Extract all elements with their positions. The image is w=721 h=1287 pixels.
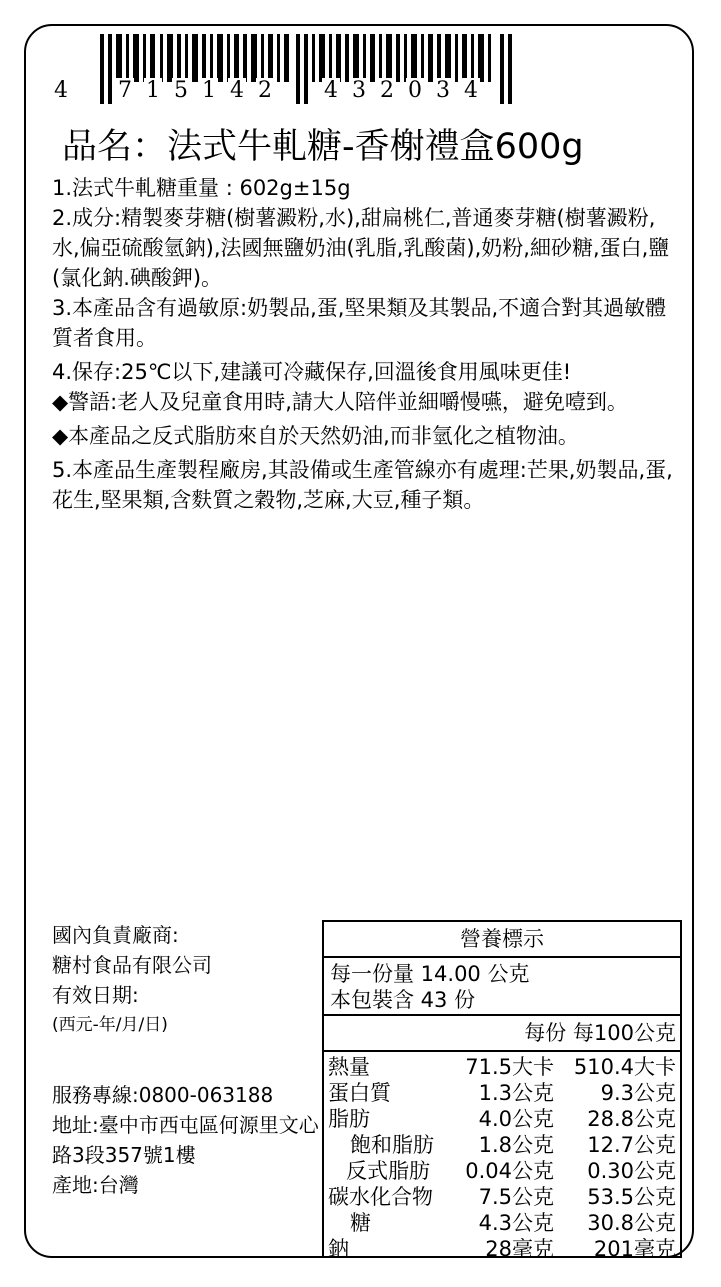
serving-info bbox=[324, 958, 680, 1016]
nutrient-per-100g: 0.30公克 bbox=[587, 1159, 676, 1183]
nutrient-per-serving: 71.5大卡 bbox=[465, 1055, 554, 1079]
barcode-digit: 7 bbox=[118, 78, 132, 103]
warning-trans-fat: ◆本產品之反式脂肪來自於天然奶油,而非氫化之植物油。 bbox=[52, 424, 579, 448]
nutrition-row bbox=[324, 1106, 680, 1132]
nutrition-row bbox=[324, 1132, 680, 1158]
nutrient-per-100g: 28.8公克 bbox=[587, 1107, 676, 1131]
nutrition-row bbox=[324, 1054, 680, 1080]
manufacturer-label: 國內負責廠商: bbox=[52, 923, 179, 947]
service-hotline: 服務專線:0800-063188 bbox=[52, 1083, 274, 1107]
origin: 產地:台灣 bbox=[52, 1173, 139, 1197]
nutrient-per-serving: 1.8公克 bbox=[478, 1133, 554, 1157]
servings-per-pack: 本包裝含 43 份 bbox=[330, 988, 476, 1012]
nutrient-name: 飽和脂肪 bbox=[350, 1133, 434, 1157]
nutrition-row bbox=[324, 1236, 680, 1262]
expiry-label: 有效日期: bbox=[52, 983, 139, 1007]
manufacturer-info bbox=[52, 920, 322, 1200]
nutrient-name: 熱量 bbox=[328, 1055, 370, 1079]
barcode-digit: 3 bbox=[436, 78, 450, 103]
address: 地址:臺中市西屯區何源里文心路3段357號1樓 bbox=[52, 1113, 319, 1167]
barcode-digit: 5 bbox=[174, 78, 188, 103]
barcode-digit: 4 bbox=[464, 78, 478, 103]
nutrient-per-100g: 30.8公克 bbox=[587, 1211, 676, 1235]
nutrient-name: 碳水化合物 bbox=[328, 1185, 433, 1209]
nutrition-row bbox=[324, 1080, 680, 1106]
barcode-digit: 0 bbox=[408, 78, 422, 103]
manufacturer-name: 糖村食品有限公司 bbox=[52, 953, 212, 977]
nutrient-per-serving: 7.5公克 bbox=[478, 1185, 554, 1209]
nutrition-row bbox=[324, 1210, 680, 1236]
nutrition-table bbox=[322, 920, 682, 1261]
nutrient-per-100g: 510.4大卡 bbox=[573, 1055, 676, 1079]
nutrient-per-serving: 0.04公克 bbox=[465, 1159, 554, 1183]
nutrient-name: 反式脂肪 bbox=[346, 1159, 430, 1183]
barcode-digit: 3 bbox=[352, 78, 366, 103]
barcode-digits bbox=[52, 78, 522, 108]
nutrient-per-100g: 53.5公克 bbox=[587, 1185, 676, 1209]
nutrient-name: 蛋白質 bbox=[328, 1081, 391, 1105]
nutrition-title: 營養標示 bbox=[324, 922, 680, 958]
barcode-digit: 1 bbox=[146, 78, 160, 103]
nutrient-per-serving: 4.0公克 bbox=[478, 1107, 554, 1131]
expiry-format: (西元-年/月/日) bbox=[52, 1015, 168, 1035]
nutrition-header: 每份 每100公克 bbox=[324, 1016, 680, 1052]
storage-line: 4.保存:25℃以下,建議可冷藏保存,回溫後食用風味更佳! bbox=[52, 360, 572, 384]
nutrition-row bbox=[324, 1158, 680, 1184]
nutrient-per-serving: 4.3公克 bbox=[478, 1211, 554, 1235]
nutrient-name: 鈉 bbox=[328, 1237, 349, 1261]
nutrient-per-100g: 12.7公克 bbox=[587, 1133, 676, 1157]
nutrient-name: 脂肪 bbox=[328, 1107, 370, 1131]
product-info bbox=[52, 173, 682, 515]
nutrient-per-100g: 9.3公克 bbox=[600, 1081, 676, 1105]
nutrient-per-serving: 28毫克 bbox=[485, 1237, 554, 1261]
product-title: 品名：法式牛軋糖-香榭禮盒600g bbox=[62, 127, 584, 167]
allergen-line: 3.本產品含有過敏原:奶製品,蛋,堅果類及其製品,不適合對其過敏體質者食用。 bbox=[52, 296, 667, 350]
barcode-digit: 2 bbox=[380, 78, 394, 103]
barcode-digit: 2 bbox=[258, 78, 272, 103]
nutrient-name: 糖 bbox=[350, 1211, 371, 1235]
nutrition-row bbox=[324, 1184, 680, 1210]
facility-line: 5.本產品生產製程廠房,其設備或生產管線亦有處理:芒果,奶製品,蛋,花生,堅果類,含麩質之穀物,芝麻,大豆,種子類。 bbox=[52, 458, 673, 512]
barcode-digit: 4 bbox=[324, 78, 338, 103]
nutrient-per-serving: 1.3公克 bbox=[478, 1081, 554, 1105]
barcode-digit: 1 bbox=[202, 78, 216, 103]
nutrient-per-100g: 201毫克 bbox=[593, 1237, 676, 1261]
barcode-digit: 4 bbox=[230, 78, 244, 103]
warning-choking: ◆警語:老人及兒童食用時,請大人陪伴並細嚼慢嚥，避免噎到。 bbox=[52, 390, 628, 414]
barcode-digit: 4 bbox=[54, 78, 68, 103]
nutrition-rows bbox=[324, 1052, 680, 1262]
ingredients-line: 2.成分:精製麥芽糖(樹薯澱粉,水),甜扁桃仁,普通麥芽糖(樹薯澱粉,水,偏亞硫酸氫鈉),法國無鹽奶油(乳脂,乳酸菌),奶粉,細砂糖,蛋白,鹽(氯化鈉.碘酸鉀)。 bbox=[52, 206, 670, 290]
weight-line: 1.法式牛軋糖重量 : 602g±15g bbox=[52, 176, 351, 200]
serving-size: 每一份量 14.00 公克 bbox=[330, 962, 530, 986]
